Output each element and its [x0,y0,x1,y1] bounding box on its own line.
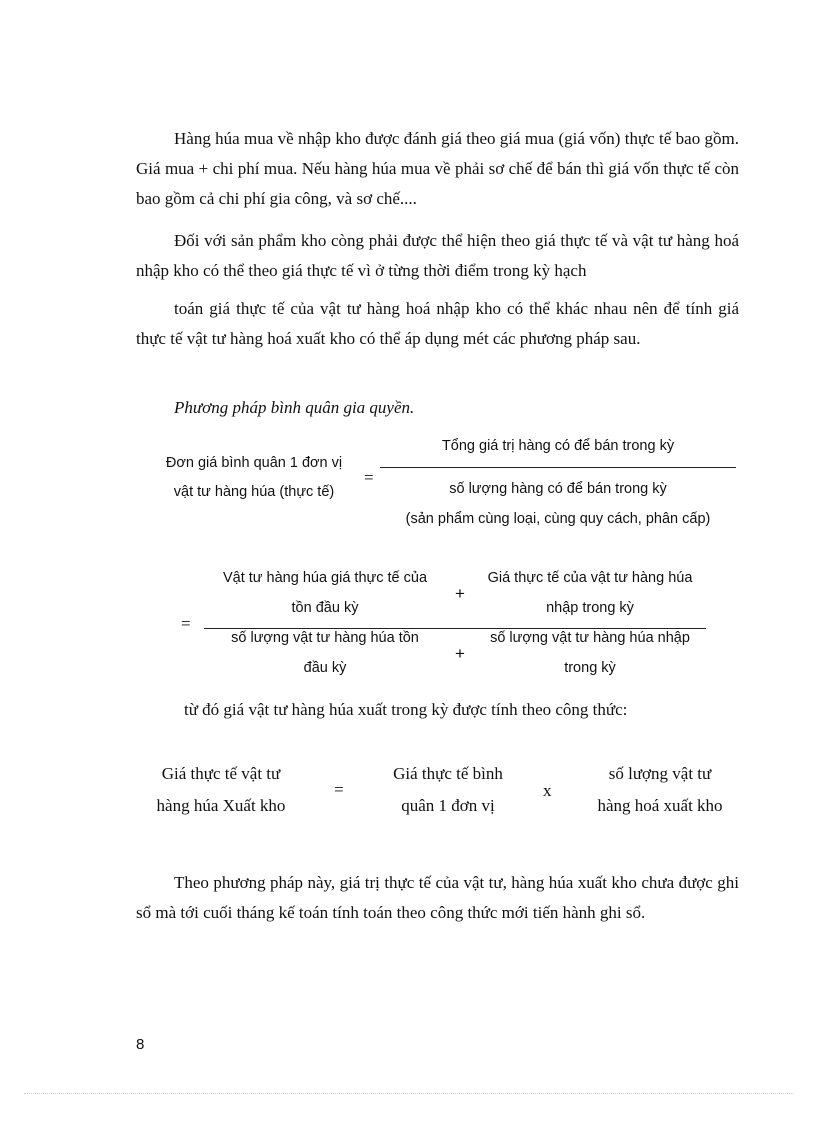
formula3-times: x [543,781,552,800]
formula2-num-plus: + [455,584,465,603]
formula2-equals: = [181,614,191,633]
paragraph-purchase-valuation: Hàng húa mua về nhập kho được đánh giá theo giá mua (giá vốn) thực tế bao gồm. Giá mua + chi phí mua. Nếu hàng húa mua về phải sơ chế để bán thì giá vốn thực tế còn bao gồm cả chi phí gia công, và sơ chế.... [136,129,739,208]
formula2-num-left-line2: tồn đầu kỳ [291,600,359,616]
formula2-num-left-line1: Vật tư hàng húa giá thực tế của [222,570,428,586]
page-number: 8 [136,1036,145,1053]
formula2-den-right-line1: số lượng vật tư hàng húa nhập [490,630,690,646]
formula2-fraction-bar [204,628,706,629]
paragraph-method-explanation: Theo phương pháp này, giá trị thực tế của vật tư, hàng húa xuất kho chưa được ghi sổ mà tới cuối tháng kế toán tính toán theo công thức mới tiến hành ghi sổ. [136,873,739,922]
formula2-num-right-line1: Giá thực tế của vật tư hàng húa [487,570,693,586]
formula3-mid-line1: Giá thực tế bình [393,764,503,783]
formula1-equals: = [364,468,374,487]
formula2-den-left-line1: số lượng vật tư hàng húa tồn [231,630,419,646]
formula3-left-line1: Giá thực tế vật tư [161,764,281,783]
formula2-den-right-line2: trong kỳ [564,660,616,676]
formula1-numerator: Tổng giá trị hàng có để bán trong kỳ [441,438,675,454]
formula3-equals: = [334,780,344,799]
formula2-den-plus: + [455,644,465,663]
formula1-fraction-bar [380,467,736,468]
paragraph-method-intro: toán giá thực tế của vật tư hàng hoá nhập kho có thể khác nhau nên để tính giá thực tế vật tư hàng hoá xuất kho có thể áp dụng mét các phương pháp sau. [136,299,739,348]
formula2-num-right-line2: nhập trong kỳ [546,600,634,616]
page-bottom-divider [24,1093,794,1094]
method-title: Phương pháp bình quân gia quyền. [174,398,415,417]
formula3-intro: từ đó giá vật tư hàng húa xuất trong kỳ được tính theo công thức: [184,700,628,719]
formula1-denominator: số lượng hàng có để bán trong kỳ [449,481,667,497]
formula3-mid-line2: quân 1 đơn vị [401,796,495,815]
formula3-right-line1: số lượng vật tư [608,764,712,783]
formula2-den-left-line2: đầu kỳ [303,660,347,676]
formula1-lhs-line2: vật tư hàng húa (thực tế) [173,484,335,500]
formula3-right-line2: hàng hoá xuất kho [597,796,723,815]
formula1-note: (sản phẩm cùng loại, cùng quy cách, phân cấp) [405,511,711,527]
formula3-left-line2: hàng húa Xuất kho [156,796,286,815]
formula1-lhs-line1: Đơn giá bình quân 1 đơn vị [165,455,343,471]
paragraph-product-valuation: Đối với sản phẩm kho còng phải được thể hiện theo giá thực tế và vật tư hàng hoá nhập kho có thể theo giá thực tế vì ở từng thời điểm trong kỳ hạch [136,231,739,280]
